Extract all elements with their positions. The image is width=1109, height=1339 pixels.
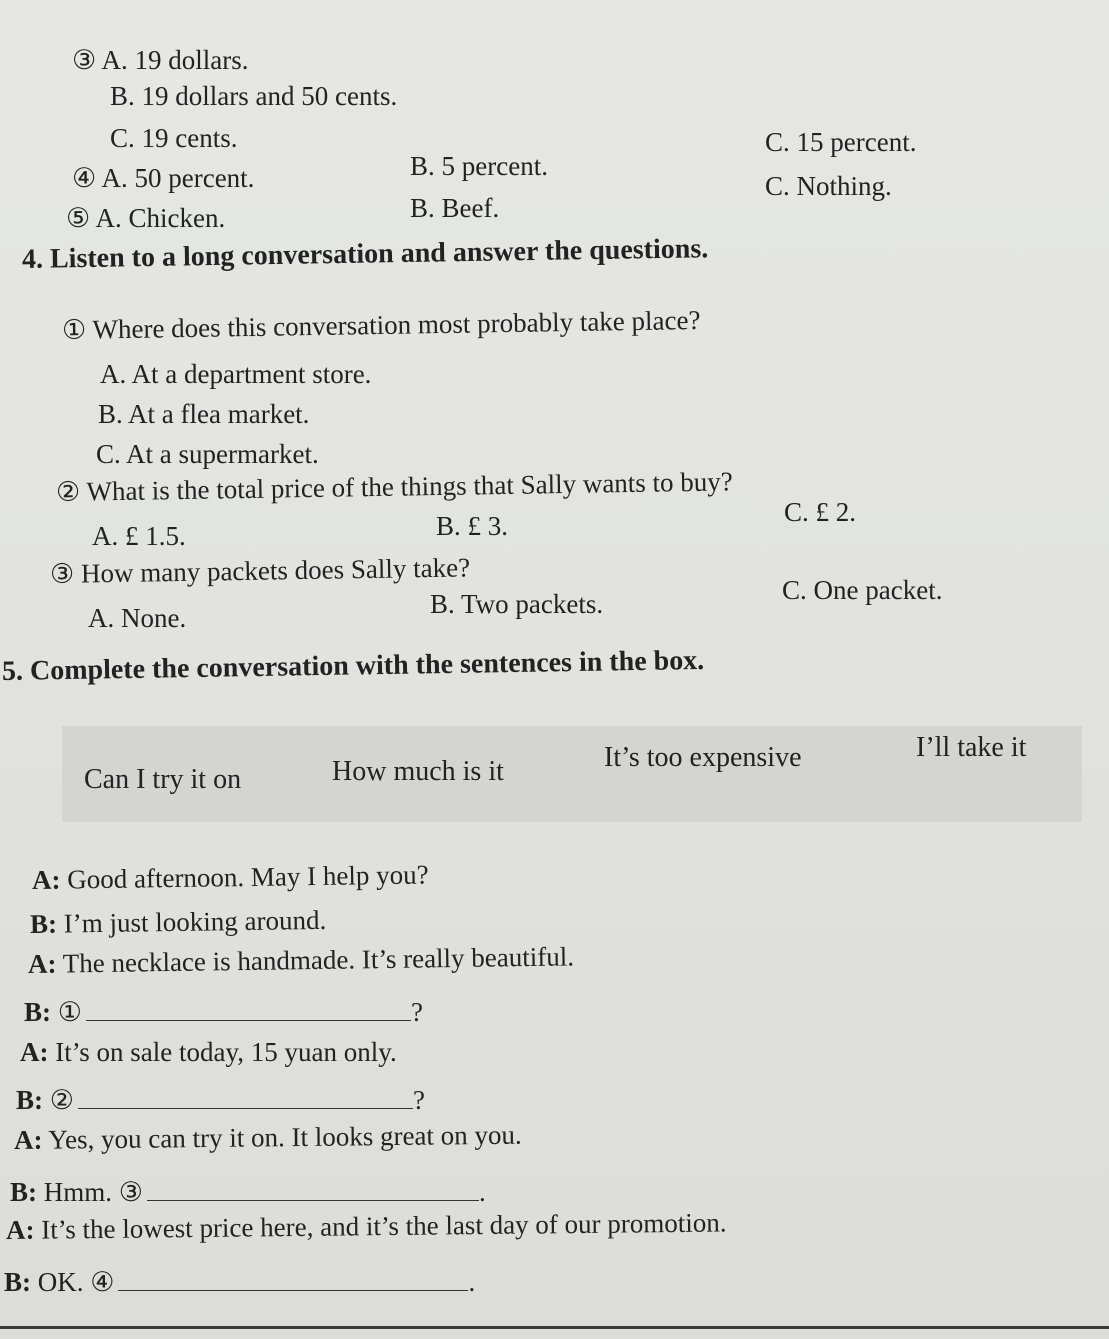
section-4-title: 4. Listen to a long conversation and answer the questions. <box>21 233 709 275</box>
box-phrase-2: How much is it <box>332 756 504 787</box>
dialogue-line: A: It’s on sale today, 15 yuan only. <box>20 1037 397 1067</box>
prev-q3-option-b: B. 19 dollars and 50 cents. <box>110 81 398 111</box>
s4-q3-option-b: B. Two packets. <box>430 589 604 619</box>
s4-q3-option-a: A. None. <box>88 603 187 633</box>
dialogue-line: B: ① ? <box>24 997 423 1027</box>
dialogue-line: A: Yes, you can try it on. It looks great on you. <box>13 1119 522 1155</box>
section-5-title: 5. Complete the conversation with the sentences in the box. <box>1 644 705 687</box>
prev-q5-option-a: ⑤ A. Chicken. <box>66 203 226 233</box>
prev-q4-option-c: C. 15 percent. <box>765 127 917 157</box>
s4-q1-question: ① Where does this conversation most probably take place? <box>61 304 701 345</box>
prev-q3-option-c: C. 19 cents. <box>110 123 238 153</box>
answer-blank-4[interactable] <box>118 1266 468 1291</box>
dialogue-line: A: Good afternoon. May I help you? <box>31 859 429 895</box>
prev-q5-option-b: B. Beef. <box>410 193 500 223</box>
s4-q3-option-c: C. One packet. <box>782 575 943 605</box>
dialogue-line: B: ② ? <box>16 1085 425 1115</box>
word-box <box>62 726 1082 822</box>
answer-blank-3[interactable] <box>147 1176 479 1201</box>
dialogue-line: B: OK. ④ . <box>4 1267 476 1297</box>
s4-q2-option-b: B. £ 3. <box>436 511 509 541</box>
box-phrase-1: Can I try it on <box>84 764 242 795</box>
dialogue-line: B: I’m just looking around. <box>29 904 327 939</box>
s4-q2-question: ② What is the total price of the things that Sally wants to buy? <box>55 466 734 507</box>
prev-q4-option-a: ④ A. 50 percent. <box>72 163 255 193</box>
s4-q1-option-a: A. At a department store. <box>100 359 372 389</box>
prev-q5-option-c: C. Nothing. <box>765 171 892 201</box>
answer-blank-1[interactable] <box>86 996 411 1021</box>
s4-q3-question: ③ How many packets does Sally take? <box>49 552 471 589</box>
dialogue-line: B: Hmm. ③ . <box>10 1177 486 1207</box>
dialogue-line: A: The necklace is handmade. It’s really beautiful. <box>27 941 575 979</box>
s4-q1-option-b: B. At a flea market. <box>98 399 310 429</box>
box-phrase-3: It’s too expensive <box>604 742 802 773</box>
answer-blank-2[interactable] <box>78 1084 413 1109</box>
prev-q3-option-a: ③ A. 19 dollars. <box>72 45 249 75</box>
box-phrase-4: I’ll take it <box>916 732 1027 763</box>
prev-q4-option-b: B. 5 percent. <box>410 151 548 181</box>
s4-q1-option-c: C. At a supermarket. <box>96 439 319 469</box>
bottom-divider <box>0 1326 1109 1329</box>
s4-q2-option-c: C. £ 2. <box>784 497 857 527</box>
s4-q2-option-a: A. £ 1.5. <box>92 521 186 551</box>
dialogue-line: A: It’s the lowest price here, and it’s the last day of our promotion. <box>5 1207 727 1245</box>
